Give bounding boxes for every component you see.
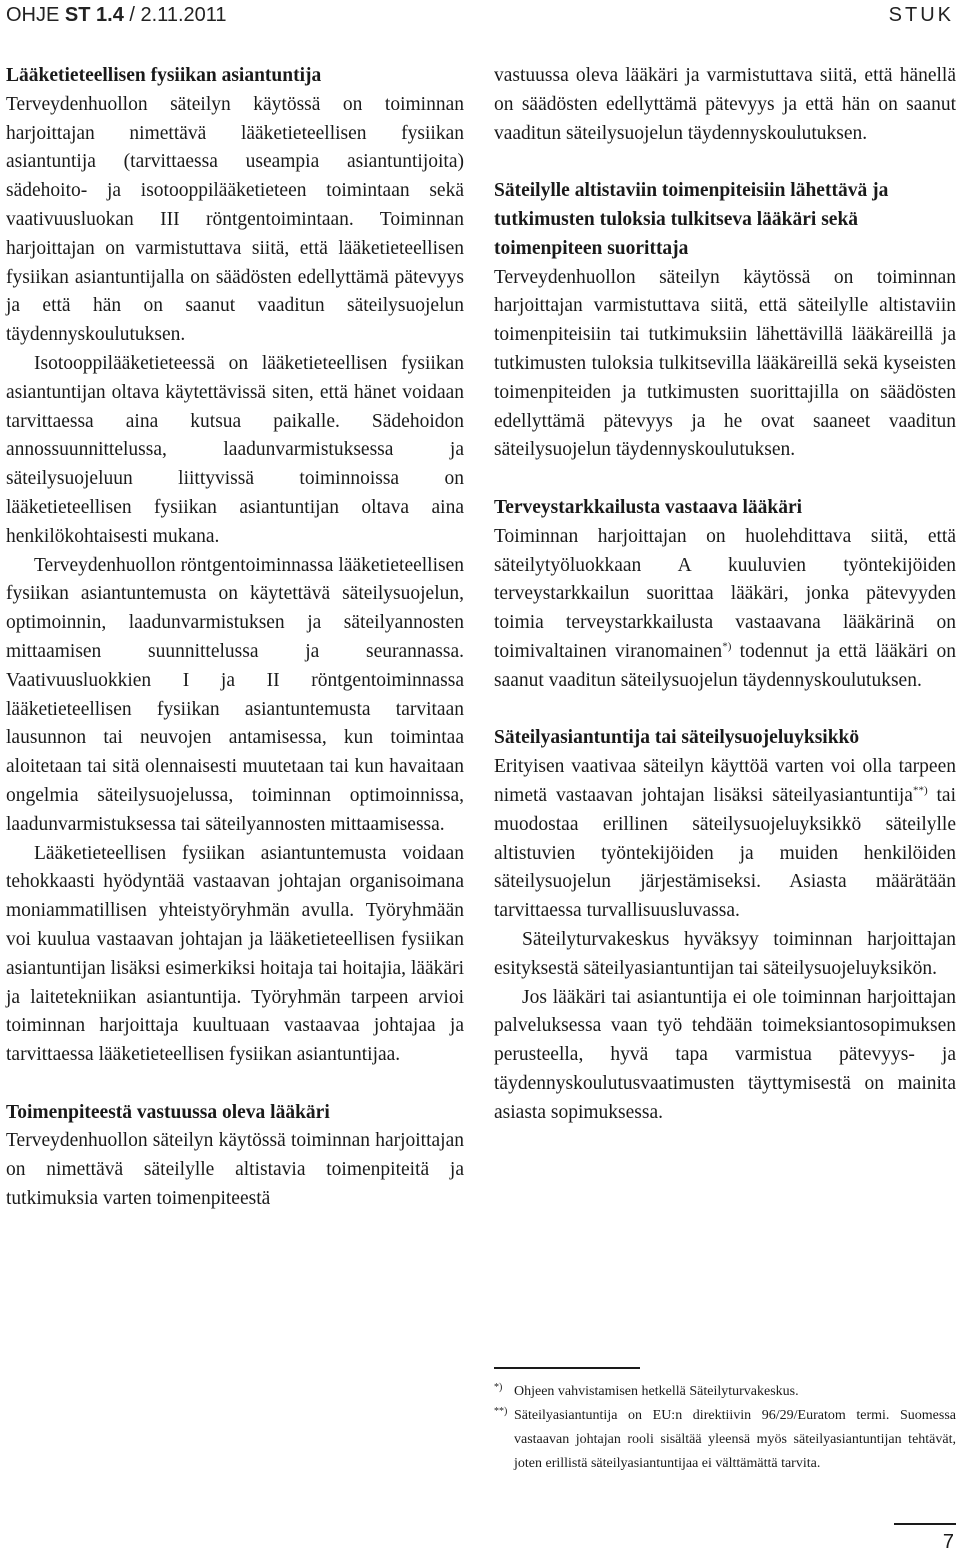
footnote-reference: **): [912, 784, 928, 797]
paragraph: Terveydenhuollon säteilyn käytössä toiminnan harjoittajan on nimettävä säteilylle altistavia toimenpiteitä ja tutkimuksia varten toimenpiteestä: [6, 1130, 464, 1210]
doc-date: / 2.11.2011: [123, 4, 227, 26]
organization-name: STUK: [888, 4, 954, 26]
section-spacer: [494, 696, 956, 725]
section-spacer: [494, 465, 956, 494]
page-header: [6, 2, 954, 28]
paragraph-text: Erityisen vaativaa säteilyn käyttöä varten voi olla tarpeen nimetä vastaavan johtajan lisäksi säteilyasiantuntija: [494, 756, 956, 806]
left-column: [6, 62, 464, 1214]
section-spacer: [6, 1070, 464, 1099]
paragraph: Terveydenhuollon säteilyn käytössä on toiminnan harjoittajan nimettävä lääketieteellisen fysiikan asiantuntija (tarvittaessa useampia asiantuntijoita) sädehoito- ja isotooppilääketieteen toimintaan sekä vaativuusluokan III röntgentoimintaan. Toiminnan harjoittajan on varmistuttava siitä, että lääketieteellisen fysiikan asiantuntijalla on säädösten edellyttämä pätevyys ja että hän on saanut vaaditun säteilysuojelun täydennyskoulutuksen.: [6, 93, 464, 346]
footnote: [494, 1404, 956, 1476]
footnote: [494, 1380, 956, 1404]
paragraph-text: todennut ja että lääkäri on saanut vaaditun säteilysuojelun täydennyskoulutuksen.: [494, 640, 956, 691]
section-heading-radiation-expert: Säteilyasiantuntija tai säteilysuojeluyksikkö: [494, 727, 860, 749]
section-heading-responsible-physician: Toimenpiteestä vastuussa oleva lääkäri: [6, 1101, 330, 1123]
paragraph: Lääketieteellisen fysiikan asiantuntemusta voidaan tehokkaasti hyödyntää vastaavan johtajan organisoimana moniammatillisen yhteistyöryhmän avulla. Työryhmään voi kuulua vastaavan johtajan ja lääketieteellisen fysiikan asiantuntijan lisäksi esimerkiksi hoitaja tai hoitajia, lääkäri ja laitetekniikan asiantuntija. Työryhmän tarpeen arvioi toiminnan harjoittaja kuultuaan vastaavaa johtajaa ja tarvittaessa lääketieteellisen fysiikan asiantuntijaa.: [6, 842, 464, 1066]
paragraph: Säteilyturvakeskus hyväksyy toiminnan harjoittajan esityksestä säteilyasiantuntijan tai säteilysuojeluyksikön.: [494, 928, 956, 979]
right-column: [494, 62, 956, 1127]
doc-code: OHJE: [6, 4, 65, 26]
section-spacer: [494, 148, 956, 177]
page-number-rule: [894, 1523, 956, 1525]
footnote-text: Säteilyasiantuntija on EU:n direktiivin 96/29/Euratom termi. Suomessa vastaavan johtajan rooli sisältää yleensä myös säteilyasiantuntijan tehtävät, joten erillistä säteilyasiantuntijaa ei välttämättä tarvita.: [514, 1408, 956, 1471]
footnote-divider: [494, 1367, 640, 1369]
paragraph: [494, 753, 956, 926]
document-reference: [6, 2, 227, 28]
paragraph-text: Toiminnan harjoittajan on huolehdittava siitä, että säteilytyöluokkaan A kuuluvien työntekijöiden terveystarkkailun suorittaa lääkäri, jonka pätevyyden toimia terveystarkkailusta vastaavana lääkärinä on toimivaltainen viranomainen: [494, 525, 956, 662]
doc-number: ST 1.4: [64, 4, 124, 26]
footnote-mark: *): [494, 1382, 503, 1393]
footnote-reference: *): [722, 640, 732, 653]
paragraph: Isotooppilääketieteessä on lääketieteellisen fysiikan asiantuntijan oltava käytettävissä siten, että hänet voidaan tarvittaessa aina kutsua paikalle. Sädehoidon annossuunnittelussa, laadunvarmistuksessa ja säteilysuojeluun liittyvissä toiminnoissa on lääketieteellisen fysiikan asiantuntijan oltava aina henkilökohtaisesti mukana.: [6, 352, 464, 547]
section-heading-referring-physician: Säteilylle altistaviin toimenpiteisiin lähettävä ja tutkimusten tuloksia tulkitseva lääkäri sekä toimenpiteen suorittaja: [494, 180, 889, 259]
paragraph: Jos lääkäri tai asiantuntija ei ole toiminnan harjoittajan palveluksessa vaan työ tehdään toimeksiantosopimuksen perusteella, hyvä tapa varmistua pätevyys- ja täydennyskoulutusvaatimusten täyttymisestä on mainita asiasta sopimuksessa.: [494, 986, 956, 1123]
footnote-text: Ohjeen vahvistamisen hetkellä Säteilyturvakeskus.: [514, 1384, 799, 1399]
paragraph: Terveydenhuollon röntgentoiminnassa lääketieteellisen fysiikan asiantuntemusta on käytettävä säteilysuojelun, optimoinnin, laadunvarmistuksen ja säteilyannosten mittaamisen suunnittelussa ja seurannassa. Vaativuusluokkien I ja II röntgentoiminnassa lääketieteellisen fysiikan asiantuntemusta tarvitaan lausunnon tai neuvojen antamisessa, kun toimintaa aloitetaan tai sitä olennaisesti muutetaan tai kun havaitaan ongelmia säteilysuojelussa, toiminnan optimoinnissa, laadunvarmistuksessa tai säteilyannosten mittaamisessa.: [6, 554, 464, 835]
paragraph: [494, 523, 956, 696]
footnote-mark: **): [494, 1406, 508, 1417]
paragraph: vastuussa oleva lääkäri ja varmistuttava siitä, että hänellä on säädösten edellyttämä pätevyys ja että hän on saanut vaaditun säteilysuojelun täydennyskoulutuksen.: [494, 65, 956, 144]
paragraph: Terveydenhuollon säteilyn käytössä on toiminnan harjoittajan varmistuttava siitä, että säteilylle altistaviin toimenpiteisiin tai tutkimuksiin lähettävillä lääkäreillä ja tutkimusten tuloksia tulkitsevilla lääkäreillä sekä kyseisten toimenpiteiden ja tutkimusten suorittajilla on säädösten edellyttämä pätevyys ja he ovat saaneet vaaditun säteilysuojelun täydennyskoulutuksen.: [494, 266, 956, 461]
page-number: 7: [942, 1531, 954, 1553]
footnotes: [494, 1380, 956, 1476]
section-heading-health-surveillance-physician: Terveystarkkailusta vastaava lääkäri: [494, 496, 803, 518]
section-heading-medical-physics-expert: Lääketieteellisen fysiikan asiantuntija: [6, 65, 322, 86]
paragraph-text: tai muodostaa erillinen säteilysuojeluyksikkö säteilylle altistuvien työntekijöiden ja muiden henkilöiden säteilysuojelun järjestämiseksi. Asiasta määrätään tarvittaessa turvallisuusluvassa.: [494, 784, 956, 922]
